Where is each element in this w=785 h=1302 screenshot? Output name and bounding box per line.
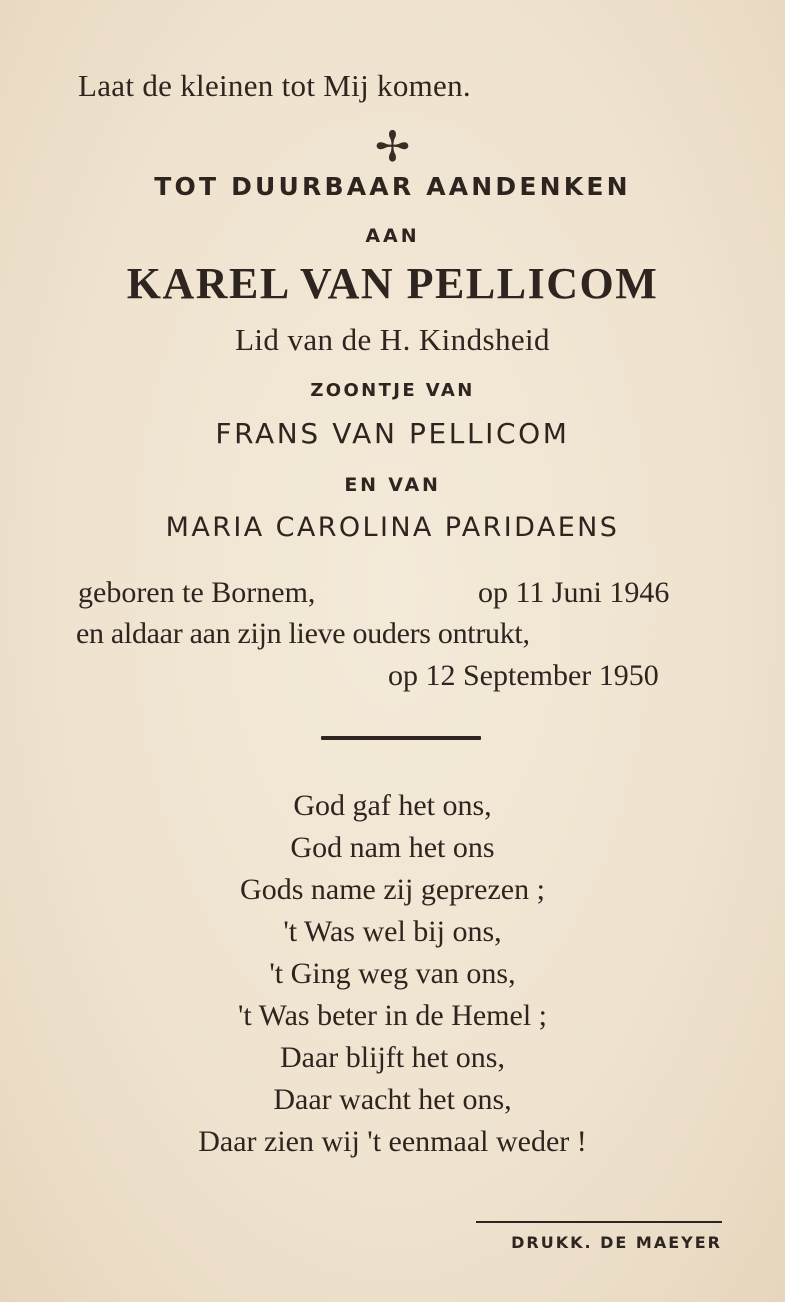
poem-line: 't Ging weg van ons,	[269, 957, 516, 990]
heading: TOT DUURBAAR AANDENKEN	[154, 172, 631, 201]
father-name: FRANS VAN PELLICOM	[215, 417, 570, 450]
birth-date: op 11 Juni 1946	[478, 576, 670, 609]
membership: Lid van de H. Kindsheid	[235, 322, 550, 357]
poem	[0, 785, 785, 1163]
en-van-label: EN VAN	[344, 474, 441, 496]
footer-rule	[476, 1221, 722, 1223]
death-date: op 12 September 1950	[388, 659, 659, 692]
divider	[321, 736, 481, 740]
deceased-name: KAREL VAN PELLICOM	[126, 259, 659, 308]
poem-line: 't Was beter in de Hemel ;	[237, 999, 547, 1032]
relation-label: ZOONTJE VAN	[310, 380, 475, 401]
poem-line: Daar zien wij 't eenmaal weder !	[198, 1125, 587, 1158]
motto: Laat de kleinen tot Mij komen.	[78, 68, 471, 103]
death-text: en aldaar aan zijn lieve ouders ontrukt,	[76, 617, 530, 650]
mother-name: MARIA CAROLINA PARIDAENS	[165, 512, 620, 543]
poem-line: God nam het ons	[290, 831, 495, 864]
poem-line: Daar blijft het ons,	[280, 1041, 505, 1074]
cross-icon: ✢	[374, 122, 411, 171]
poem-line: Gods name zij geprezen ;	[240, 873, 545, 906]
printer-credit: DRUKK. DE MAEYER	[511, 1233, 722, 1252]
aan-label: AAN	[365, 225, 420, 247]
poem-line: 't Was wel bij ons,	[283, 915, 502, 948]
poem-line: God gaf het ons,	[293, 789, 492, 822]
poem-line: Daar wacht het ons,	[273, 1083, 512, 1116]
birth-place: geboren te Bornem,	[78, 576, 316, 609]
